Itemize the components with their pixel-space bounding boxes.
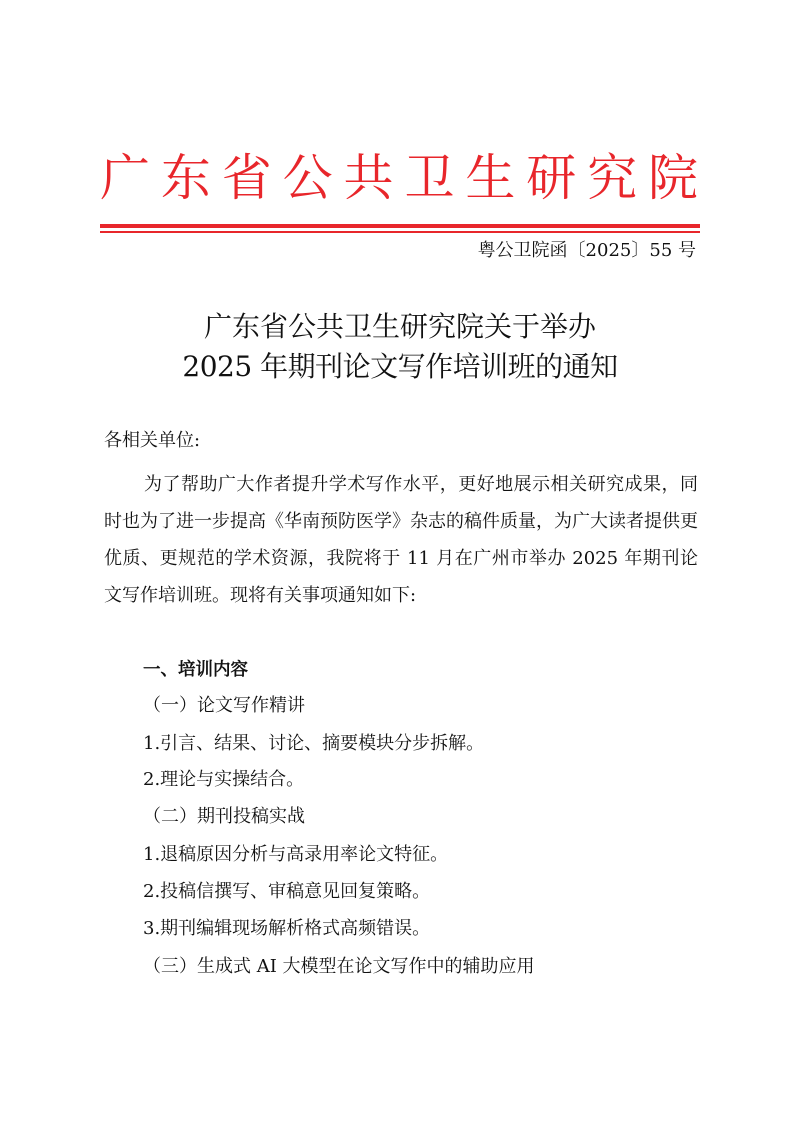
document-number: 粤公卫院函〔2025〕55 号 [477, 240, 696, 261]
notice-title-line1: 广东省公共卫生研究院关于举办 [203, 310, 596, 343]
notice-title-line2: 2025 年期刊论文写作培训班的通知 [182, 350, 618, 383]
red-divider-thick [100, 224, 700, 228]
intro-paragraph: 为了帮助广大作者提升学术写作水平，更好地展示相关研究成果，同时也为了进一步提高《华南预防医学》杂志的稿件质量，为广大读者提供更优质、更规范的学术资源，我院将于 11 月在广州市举办 2025 年期刊论文写作培训班。现将有关事项通知如下: [104, 474, 698, 606]
list-item: 3.期刊编辑现场解析格式高频错误。 [143, 918, 431, 939]
list-item: 1.引言、结果、讨论、摘要模块分步拆解。 [143, 733, 485, 754]
section-heading-training-content: 一、培训内容 [143, 660, 248, 680]
subsection-heading-3: （三）生成式 AI 大模型在论文写作中的辅助应用 [143, 956, 535, 977]
subsection-heading-1: （一）论文写作精讲 [143, 695, 305, 716]
red-divider-thin [100, 231, 700, 233]
list-item: 1.退稿原因分析与高录用率论文特征。 [143, 844, 449, 865]
salutation: 各相关单位: [104, 430, 201, 451]
subsection-heading-2: （二）期刊投稿实战 [143, 806, 305, 827]
org-name-header: 广东省公共卫生研究院 [100, 149, 700, 207]
list-item: 2.理论与实操结合。 [143, 769, 305, 790]
list-item: 2.投稿信撰写、审稿意见回复策略。 [143, 881, 431, 902]
